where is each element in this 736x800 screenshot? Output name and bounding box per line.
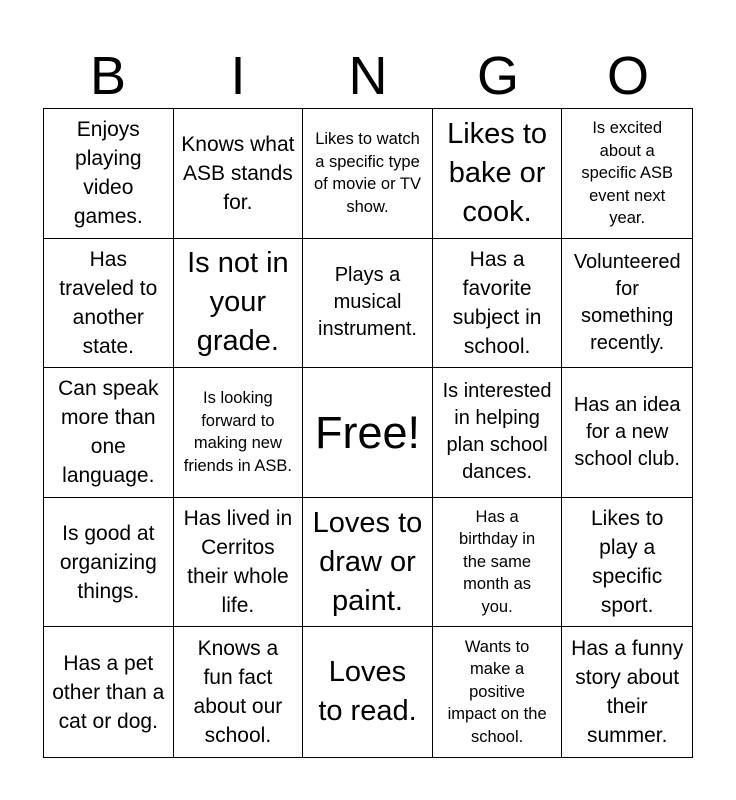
bingo-cell[interactable]: [44, 627, 174, 757]
cell-text: Likes to play a specific sport.: [591, 507, 664, 618]
cell-text: Is excited about a specific ASB event next year.: [581, 119, 674, 228]
cell-text: Is good at organizing things.: [59, 521, 157, 603]
bingo-cell[interactable]: [562, 627, 692, 757]
header-letter-g: G: [476, 46, 519, 106]
bingo-cell[interactable]: [174, 109, 304, 239]
bingo-cell[interactable]: [303, 627, 433, 757]
header-letter-i: I: [230, 46, 246, 106]
header-letter-b: B: [89, 46, 127, 106]
cell-text: Wants to make a positive impact on the school.: [447, 637, 547, 746]
cell-text: Has a pet other than a cat or dog.: [52, 651, 165, 733]
bingo-cell[interactable]: [174, 627, 304, 757]
free-space-text: Free!: [314, 406, 420, 458]
bingo-cell[interactable]: [44, 498, 174, 628]
bingo-cell[interactable]: [433, 109, 563, 239]
bingo-cell[interactable]: [562, 239, 692, 369]
cell-text: Is interested in helping plan school dances.: [442, 380, 552, 484]
cell-text: Is not in your grade.: [187, 247, 289, 358]
bingo-cell[interactable]: [433, 498, 563, 628]
cell-text: Volunteered for something recently.: [573, 250, 681, 354]
bingo-cell[interactable]: [44, 239, 174, 369]
header-letter-o: O: [606, 46, 649, 106]
bingo-cell[interactable]: [433, 627, 563, 757]
cell-text: Has a funny story about their summer.: [571, 637, 684, 748]
bingo-cell[interactable]: [44, 109, 174, 239]
cell-text: Likes to bake or cook.: [447, 117, 548, 228]
free-space[interactable]: [303, 368, 433, 498]
bingo-header: [43, 40, 693, 108]
bingo-grid: [43, 108, 693, 758]
bingo-cell[interactable]: [174, 368, 304, 498]
cell-text: Has traveled to another state.: [59, 247, 158, 358]
bingo-cell[interactable]: [562, 498, 692, 628]
cell-text: Enjoys playing video games.: [73, 118, 143, 229]
bingo-cell[interactable]: [433, 368, 563, 498]
cell-text: Can speak more than one language.: [58, 377, 159, 488]
cell-text: Has a birthday in the same month as you.: [459, 507, 536, 616]
bingo-cell[interactable]: [303, 498, 433, 628]
header-letter-n: N: [348, 46, 388, 106]
bingo-cell[interactable]: [174, 239, 304, 369]
bingo-cell[interactable]: [44, 368, 174, 498]
bingo-cell[interactable]: [433, 239, 563, 369]
cell-text: Loves to draw or paint.: [312, 506, 423, 617]
cell-text: Is looking forward to making new friends in ASB.: [183, 389, 292, 475]
bingo-cell[interactable]: [562, 109, 692, 239]
bingo-cell[interactable]: [303, 239, 433, 369]
cell-text: Loves to read.: [318, 656, 417, 728]
cell-text: Has lived in Cerritos their whole life.: [183, 507, 293, 618]
cell-text: Knows what ASB stands for.: [181, 132, 295, 214]
bingo-cell[interactable]: [562, 368, 692, 498]
cell-text: Has a favorite subject in school.: [452, 247, 542, 358]
cell-text: Knows a fun fact about our school.: [193, 637, 283, 748]
bingo-cell[interactable]: [174, 498, 304, 628]
cell-text: Has an idea for a new school club.: [573, 393, 681, 470]
cell-text: Plays a musical instrument.: [318, 264, 417, 341]
bingo-cell[interactable]: [303, 109, 433, 239]
cell-text: Likes to watch a specific type of movie or TV show.: [313, 130, 421, 216]
